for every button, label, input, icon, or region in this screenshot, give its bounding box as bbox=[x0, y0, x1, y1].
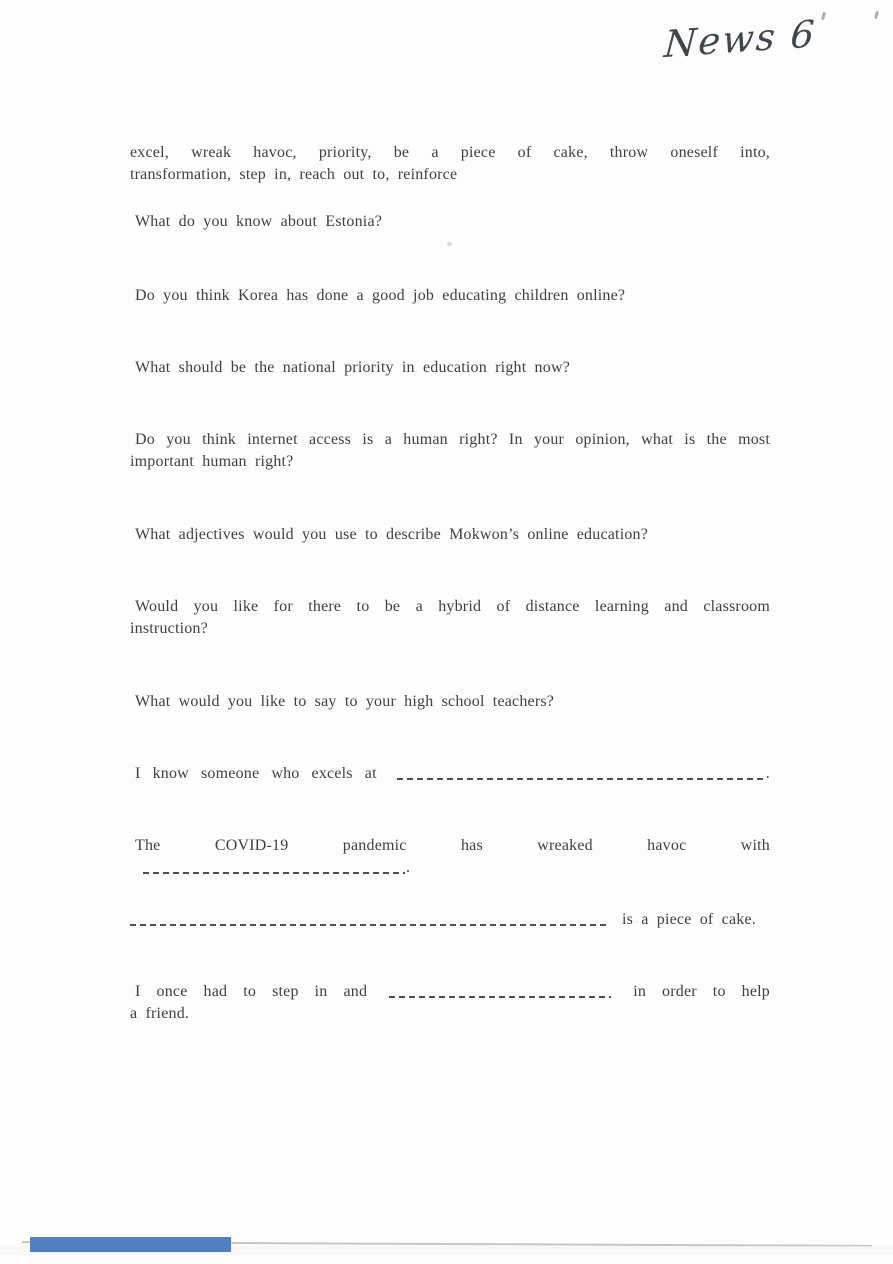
fill-in-blank bbox=[130, 913, 608, 926]
vocabulary-line: excel, wreak havoc, priority, be a piece of cake, throw oneself into, bbox=[130, 144, 770, 161]
sentence-text: I once had to step in and bbox=[135, 983, 368, 1000]
handwritten-title: News 6 bbox=[662, 12, 818, 67]
fill-in-blank bbox=[397, 767, 765, 780]
sentence-text: is a piece of cake. bbox=[622, 911, 756, 928]
question-text bbox=[130, 524, 770, 546]
sentence-line: a friend. bbox=[130, 1005, 190, 1022]
question-line: Do you think internet access is a human right? In your opinion, what is the most bbox=[135, 431, 770, 448]
question-line: What do you know about Estonia? bbox=[135, 213, 383, 230]
question-line: important human right? bbox=[130, 453, 294, 470]
question-text bbox=[130, 691, 770, 713]
fill-in-sentence bbox=[130, 835, 770, 879]
question-line: Do you think Korea has done a good job educating children online? bbox=[135, 287, 626, 304]
fill-in-sentence bbox=[130, 981, 770, 1025]
fill-in-blank bbox=[389, 985, 611, 998]
sentence-text: The COVID-19 pandemic has wreaked havoc with bbox=[135, 837, 770, 854]
sentence-line bbox=[130, 763, 770, 785]
sentence-text: . bbox=[406, 859, 411, 876]
question-line: instruction? bbox=[130, 620, 208, 637]
fill-in-blank bbox=[143, 861, 405, 874]
sentence-line bbox=[130, 981, 770, 1003]
vocabulary-list bbox=[130, 142, 770, 186]
question-line: What should be the national priority in education right now? bbox=[135, 359, 571, 376]
sentence-line bbox=[130, 835, 770, 879]
vocabulary-line: transformation, step in, reach out to, reinforce bbox=[130, 166, 458, 183]
pen-mark-icon bbox=[874, 11, 879, 20]
question-text bbox=[130, 429, 770, 473]
fill-in-sentence bbox=[130, 909, 770, 931]
question-text bbox=[130, 596, 770, 640]
question-line: Would you like for there to be a hybrid of distance learning and classroom bbox=[135, 598, 770, 615]
question-text bbox=[130, 285, 770, 307]
sentence-line bbox=[130, 909, 770, 931]
question-line: What adjectives would you use to describe Mokwon’s online education? bbox=[135, 526, 649, 543]
question-text bbox=[130, 357, 770, 379]
sentence-text: . bbox=[765, 765, 770, 782]
fill-in-sentence bbox=[130, 763, 770, 785]
sentence-text: in order to help bbox=[633, 983, 770, 1000]
blue-bar-artifact bbox=[30, 1237, 231, 1252]
scan-smudge bbox=[447, 242, 452, 246]
question-line: What would you like to say to your high school teachers? bbox=[135, 693, 555, 710]
question-text bbox=[130, 211, 770, 233]
sentence-text: I know someone who excels at bbox=[135, 765, 377, 782]
